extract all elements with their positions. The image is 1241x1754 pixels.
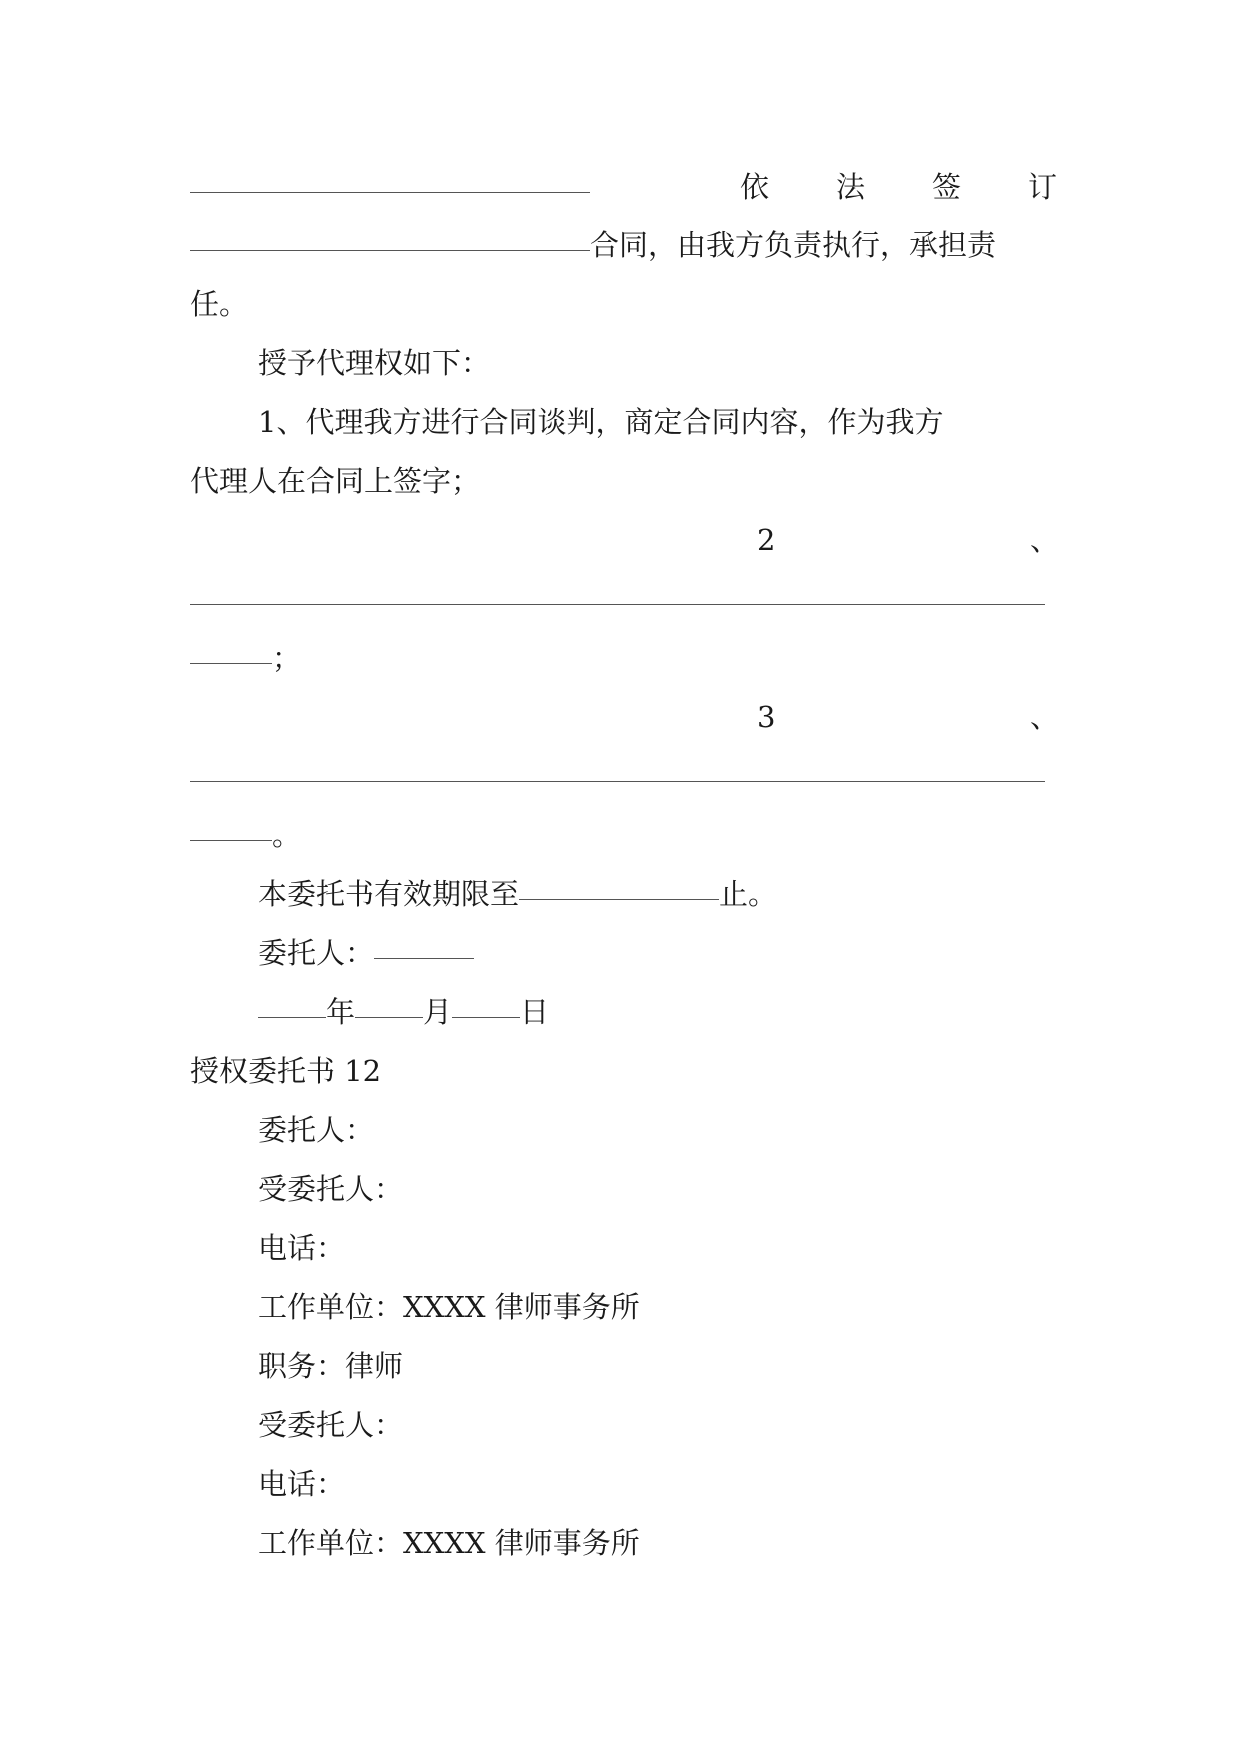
contract-text: 合同，由我方负责执行，承担责 bbox=[590, 228, 997, 262]
day-label: 日 bbox=[520, 995, 550, 1029]
field-phone-2: 电话： bbox=[258, 1467, 346, 1501]
validity-date-blank[interactable] bbox=[519, 898, 719, 900]
blank-line[interactable] bbox=[190, 662, 272, 664]
blank-line[interactable] bbox=[190, 747, 1045, 806]
item-2-end bbox=[190, 629, 1057, 688]
month-label: 月 bbox=[423, 995, 453, 1029]
item-3-end-mark: 。 bbox=[272, 818, 302, 852]
validity-prefix: 本委托书有效期限至 bbox=[258, 877, 520, 911]
item-2-separator: 、 bbox=[1030, 523, 1060, 557]
grant-heading: 授予代理权如下： bbox=[258, 346, 491, 380]
word: 依 bbox=[740, 170, 770, 204]
item-1-line-1: 1、代理我方进行合同谈判，商定合同内容，作为我方 bbox=[258, 405, 944, 439]
blank-line[interactable] bbox=[190, 570, 1045, 629]
year-label: 年 bbox=[326, 995, 356, 1029]
blank-line[interactable] bbox=[190, 249, 590, 251]
year-blank[interactable] bbox=[258, 1016, 326, 1018]
principal-label: 委托人： bbox=[258, 936, 375, 970]
contract-line bbox=[190, 216, 1057, 275]
validity-suffix: 止。 bbox=[719, 877, 778, 911]
item-3-separator: 、 bbox=[1030, 700, 1060, 734]
section-title: 授权委托书 12 bbox=[190, 1054, 382, 1088]
principal-line bbox=[258, 924, 1057, 983]
word: 订 bbox=[1027, 170, 1057, 204]
field-phone: 电话： bbox=[258, 1231, 346, 1265]
principal-blank[interactable] bbox=[374, 957, 474, 959]
item-2-number: 2 bbox=[757, 523, 776, 557]
field-agent: 受委托人： bbox=[258, 1172, 404, 1206]
word: 签 bbox=[931, 170, 961, 204]
responsibility-end: 任。 bbox=[190, 287, 249, 321]
item-3-end bbox=[190, 806, 1057, 865]
field-position: 职务：律师 bbox=[258, 1349, 404, 1383]
item-1-line-2: 代理人在合同上签字； bbox=[190, 464, 481, 498]
day-blank[interactable] bbox=[452, 1016, 520, 1018]
field-employer-2: 工作单位：XXXX 律师事务所 bbox=[258, 1526, 640, 1560]
month-blank[interactable] bbox=[355, 1016, 423, 1018]
field-principal: 委托人： bbox=[258, 1113, 375, 1147]
date-line bbox=[258, 983, 1057, 1042]
blank-line[interactable] bbox=[190, 158, 590, 217]
word: 法 bbox=[835, 170, 865, 204]
signing-words bbox=[740, 158, 1057, 217]
validity-line bbox=[258, 865, 1057, 924]
field-agent-2: 受委托人： bbox=[258, 1408, 404, 1442]
blank-line[interactable] bbox=[190, 839, 272, 841]
item-2-end-mark: ； bbox=[272, 641, 302, 675]
item-3-number: 3 bbox=[757, 700, 776, 734]
field-employer: 工作单位：XXXX 律师事务所 bbox=[258, 1290, 640, 1324]
